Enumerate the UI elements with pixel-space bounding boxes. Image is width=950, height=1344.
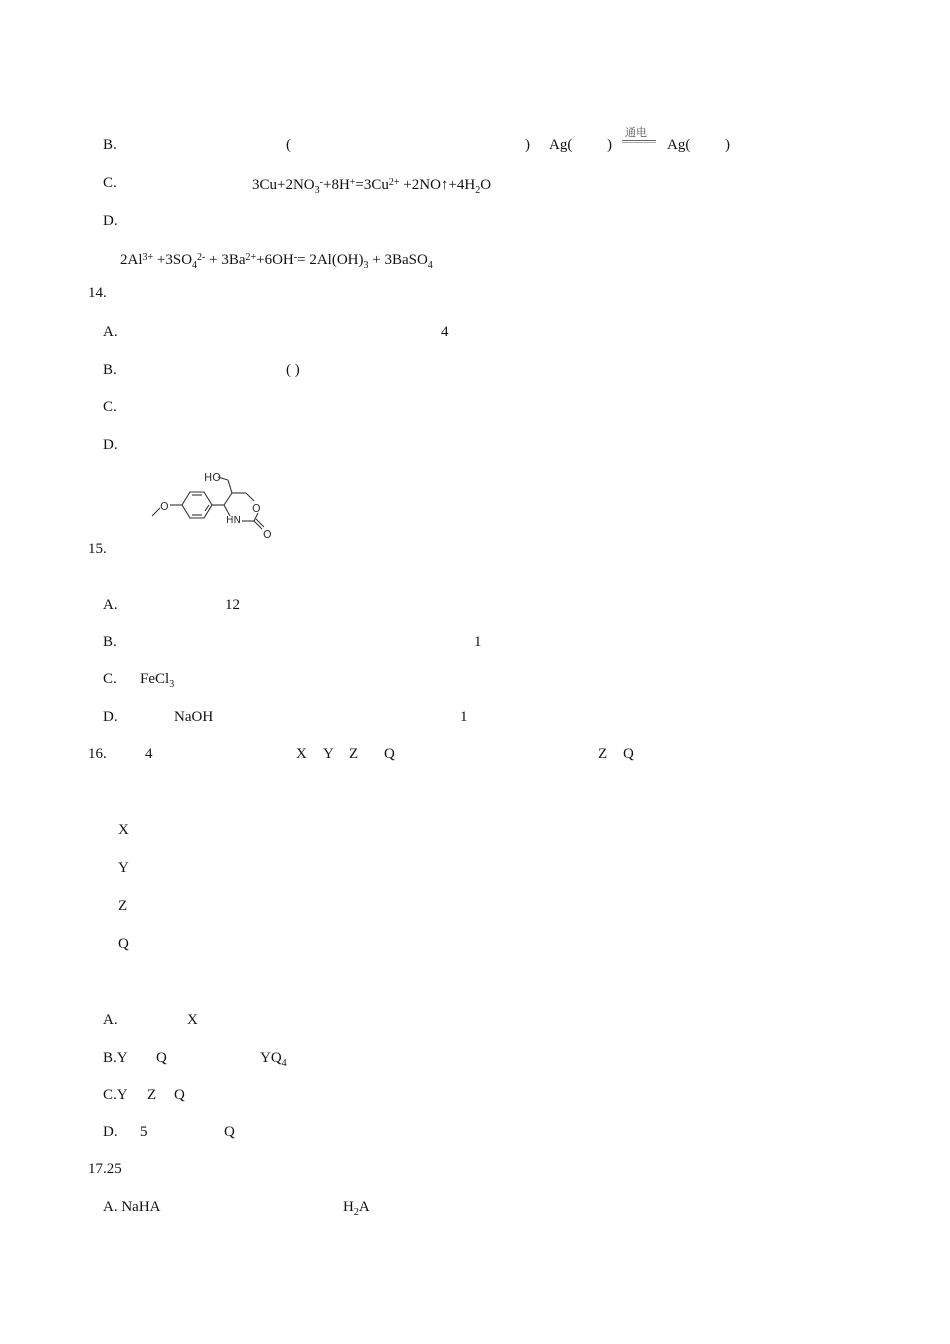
q13-d-equation (120, 249, 433, 275)
formula-sub: 3 (169, 679, 175, 690)
electrolysis-arrow (622, 124, 656, 148)
q17-option-a-label: A. NaHA (103, 1199, 161, 1215)
eq-part: + 3Ba (205, 252, 246, 268)
q15-c-formula (140, 670, 174, 694)
molecule-structure (146, 466, 278, 542)
eq-sub: 2 (475, 185, 481, 196)
q16-z2: Z (598, 746, 608, 762)
q16-b-yq4 (260, 1049, 287, 1073)
q16-d-q: Q (224, 1124, 235, 1140)
q17-number: 17.25 (88, 1161, 122, 1177)
q16-number: 16. (88, 746, 107, 762)
q13-b-ag-anode: Ag( (549, 137, 573, 153)
q15-a-value: 12 (225, 597, 240, 613)
q15-b-value: 1 (474, 634, 482, 650)
eq-part: = 2Al(OH) (297, 252, 364, 268)
formula-part: H (343, 1199, 354, 1215)
q13-c-equation (252, 174, 491, 200)
q14-a-value: 4 (441, 324, 449, 340)
q16-a-x: X (187, 1012, 198, 1028)
q16-table-x: X (118, 822, 129, 838)
eq-part: 3Cu+2NO (252, 177, 315, 193)
q15-option-d-label: D. (103, 709, 118, 725)
eq-part: +3SO (153, 252, 193, 268)
q15-d-value: 1 (460, 709, 468, 725)
q15-number: 15. (88, 541, 107, 557)
q16-q2: Q (623, 746, 634, 762)
eq-sub: 4 (192, 260, 198, 271)
q14-b-paren: ( ) (286, 362, 300, 378)
q16-option-a-label: A. (103, 1012, 118, 1028)
formula-part: A (358, 1199, 370, 1215)
q16-option-d-label: D. (103, 1124, 118, 1140)
eq-sup: 3+ (142, 252, 154, 263)
q13-b-ag-cathode-close: ) (725, 137, 730, 153)
mol-o-methoxy: O (160, 500, 169, 513)
eq-sup: 2+ (245, 252, 257, 263)
q14-option-a-label: A. (103, 324, 118, 340)
eq-sup: + (349, 177, 356, 188)
q16-c-z: Z (147, 1087, 157, 1103)
q15-option-a-label: A. (103, 597, 118, 613)
eq-sup: 2+ (388, 177, 400, 188)
mol-o-ring: O (252, 502, 261, 515)
q13-option-b-label: B. (103, 137, 117, 153)
q13-b-ag-anode-close: ) (607, 137, 612, 153)
mol-o-carbonyl: O (263, 528, 272, 541)
q13-b-paren-close: ) (525, 137, 530, 153)
q16-table-y: Y (118, 860, 129, 876)
q15-option-c-label: C. (103, 671, 117, 687)
q16-option-b-label: B.Y (103, 1050, 128, 1066)
q16-table-z: Z (118, 898, 128, 914)
arrow-line-bottom (622, 142, 656, 143)
q14-option-d-label: D. (103, 437, 118, 453)
q16-y: Y (323, 746, 334, 762)
q16-d-value: 5 (140, 1124, 148, 1140)
electrolysis-label: 通电 (625, 126, 647, 139)
eq-part: +6OH (256, 252, 294, 268)
q16-option-c-label: C.Y (103, 1087, 128, 1103)
formula-sub: 2 (353, 1207, 359, 1218)
q14-option-b-label: B. (103, 362, 117, 378)
eq-sub: 3 (314, 185, 320, 196)
q13-option-d-label: D. (103, 213, 118, 229)
eq-part: O (480, 177, 492, 193)
q15-d-reagent: NaOH (174, 709, 214, 725)
eq-sup: 2- (197, 252, 206, 263)
q16-table-q: Q (118, 936, 129, 952)
arrow-line-top (622, 140, 656, 141)
q13-b-ag-cathode: Ag( (667, 137, 691, 153)
q16-z: Z (349, 746, 359, 762)
eq-sub: 3 (363, 260, 369, 271)
q16-x: X (296, 746, 307, 762)
q17-h2a (343, 1198, 370, 1222)
eq-part: 2Al (120, 252, 143, 268)
mol-hn: HN (226, 515, 241, 526)
eq-sub: 4 (427, 260, 433, 271)
formula-part: YQ (260, 1050, 282, 1066)
q13-b-paren-open: ( (286, 137, 291, 153)
eq-part: +8H (322, 177, 350, 193)
mol-ho: HO (204, 471, 221, 484)
formula-sub: 4 (281, 1058, 287, 1069)
q16-q: Q (384, 746, 395, 762)
eq-part: =3Cu (355, 177, 389, 193)
formula-part: FeCl (140, 671, 170, 687)
q16-count: 4 (145, 746, 153, 762)
q14-number: 14. (88, 285, 107, 301)
eq-sup: - (319, 177, 323, 188)
eq-part: + 3BaSO (368, 252, 428, 268)
q15-option-b-label: B. (103, 634, 117, 650)
q16-c-q: Q (174, 1087, 185, 1103)
q13-option-c-label: C. (103, 175, 117, 191)
q16-b-q: Q (156, 1050, 167, 1066)
q14-option-c-label: C. (103, 399, 117, 415)
eq-part: +2NO↑+4H (399, 177, 476, 193)
eq-sup: - (293, 252, 298, 263)
